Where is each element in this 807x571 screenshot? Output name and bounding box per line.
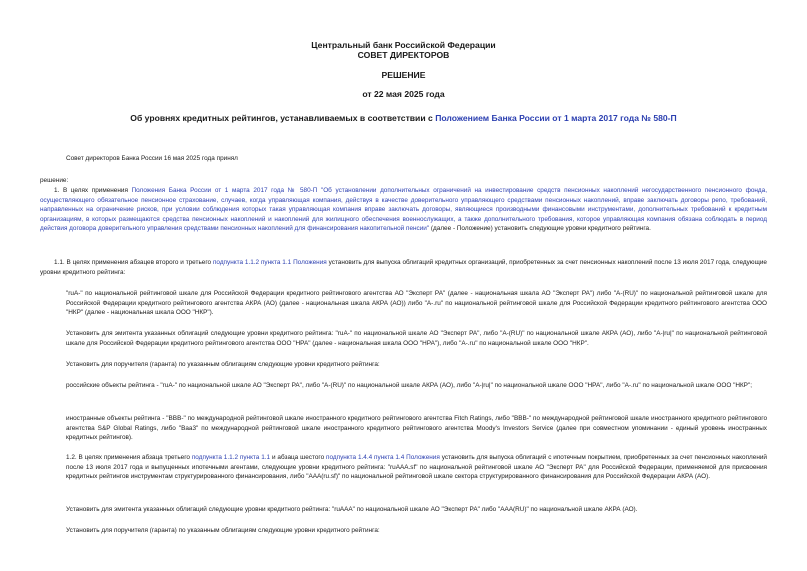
paragraph-1-1 <box>40 258 767 277</box>
p12-subclause-link[interactable]: подпункта 1.1.2 пункта 1.1 <box>191 454 271 461</box>
title-text: Об уровнях кредитных рейтингов, устанавливаемых в соответствии с <box>130 113 436 123</box>
intro-text: Совет директоров Банка России 16 мая 2025 года принял <box>66 155 238 162</box>
org-name: Центральный банк Российской Федерации <box>311 40 496 50</box>
title-regulation-link[interactable]: Положением Банка России от 1 марта 2017 года № 580-П <box>435 113 677 123</box>
p12-text-a: 1.2. В целях применения абзаца третьего <box>66 454 192 461</box>
p12-text-b: и абзаца шестого <box>270 454 326 461</box>
paragraph-guarantor-rating-2: Установить для поручителя (гаранта) по указанным облигациям следующие уровни кредитного рейтинга: <box>66 527 380 534</box>
paragraph-1-2 <box>66 453 767 482</box>
paragraph-foreign-objects: иностранные объекты рейтинга - "BBB-" по международной рейтинговой шкале иностранного кредитного рейтингового агентства Fitch Ratings, либо "BBB-" по международной рейтинговой шкале иностранного кредитного рейтингового агентства S&P Global Ratings, либо "Baa3" по международной рейтинговой шкале иностранного кредитного рейтингового агентства Moody's Investors Service (далее при совместном упоминании - единый уровень иностранных кредитных рейтингов). <box>66 415 767 442</box>
paragraph-emitent-rating: Установить для эмитента указанных облигаций следующие уровни кредитного рейтинга: "ruA-" по национальной шкале АО "Эксперт РА", либо "A-(RU)" по национальной шкале АКРА (АО), либо "A-|ru|" по национальной рейтинговой шкале для Российской Федерации кредитного рейтингового агентства ООО "НРА" (далее - национальная шкала ООО "НРА"), либо "A-.ru" по национальной шкале ООО "НКР". <box>66 330 767 347</box>
p11-text-after: установить для выпуска облигаций кредитных организаций, приобретенных за счет пенсионных накоплений после 13 июля 2017 года, следующие уровни кредитного рейтинга: <box>40 259 767 276</box>
page-title <box>0 113 807 123</box>
paragraph-1 <box>40 186 767 234</box>
doc-type: РЕШЕНИЕ <box>381 70 426 80</box>
p11-text-before: 1.1. В целях применения абзацев второго и третьего <box>54 259 213 266</box>
p11-subclause-link[interactable]: подпункта 1.1.2 пункта 1.1 Положения <box>212 259 327 266</box>
p12-text-c: установить для выпуска облигаций с ипотечным покрытием, приобретенных за счет пенсионных накоплений после 13 июля 2017 года и выпущенных ипотечными агентами, следующие уровни кредитного рейтинга: "ruAAA.sf" по национальной рейтинговой шкале АО "Эксперт РА" для Российской Федерации, применяемой для присвоения кредитных рейтингов инструментам структурированного финансирования, либо "AAA(ru.sf)" по национальной рейтинговой шкале сектора структурированного финансирования для Российской Федерации АКРА (АО). <box>66 454 767 481</box>
p12-regulation-link[interactable]: подпункта 1.4.4 пункта 1.4 Положения <box>326 454 440 461</box>
paragraph-guarantor-rating: Установить для поручителя (гаранта) по указанным облигациям следующие уровни кредитного рейтинга: <box>66 361 380 368</box>
paragraph-rating-ruA: "ruA-" по национальной рейтинговой шкале для Российской Федерации кредитного рейтингового агентства АО "Эксперт РА" (далее - национальная шкала АО "Эксперт РА") либо "A-(RU)" по национальной рейтинговой шкале для Российской Федерации кредитного рейтингового агентства АКРА (АО) (далее - национальная шкала АКРА (АО)) либо "A-.ru" по национальной рейтинговой шкале для Российской Федерации кредитного рейтингового агентства ООО "НКР" (далее - национальная шкала ООО "НКР"). <box>66 290 767 317</box>
decided-label: решение: <box>40 177 69 184</box>
p1-text-before: 1. В целях применения <box>54 187 132 194</box>
board-name: СОВЕТ ДИРЕКТОРОВ <box>357 50 450 60</box>
paragraph-emitent-rating-2: Установить для эмитента указанных облигаций следующие уровни кредитного рейтинга: "ruAAA" по национальной шкале АО "Эксперт РА" либо "AAA(RU)" по национальной шкале АКРА (АО). <box>66 506 638 513</box>
p1-text-after: (далее - Положение) установить следующие уровни кредитного рейтинга. <box>429 225 651 233</box>
p1-regulation-link[interactable]: Положения Банка России от 1 марта 2017 года № 580-П "Об установлении дополнительных ограничений на инвестирование средств пенсионных накоплений негосударственного пенсионного фонда, осуществляющего обязательное пенсионное страхование, случаев, когда управляющая компания, действуя в качестве доверительного управляющего средствами пенсионных накоплений, вправе заключать договоры репо, требований, направленных на ограничение рисков, при условии соблюдения которых такая управляющая компания вправе заключать договоры, являющиеся производными финансовыми инструментами, дополнительных требований к кредитным организациям, в которых размещаются средства пенсионных накоплений и накоплений для жилищного обеспечения военнослужащих, а также дополнительного требования, которое управляющая компания обязана соблюдать в период действия договора доверительного управления средствами пенсионных накоплений для финансирования накопительной пенсии" <box>40 187 767 233</box>
doc-date: от 22 мая 2025 года <box>362 89 445 99</box>
paragraph-russian-objects: российские объекты рейтинга - "ruA-" по национальной шкале АО "Эксперт РА", либо "A-(RU)" по национальной шкале АКРА (АО), либо "A-|ru|" по национальной шкале ООО "НРА", либо "A-.ru" по национальной шкале ООО "НКР"; <box>66 382 752 389</box>
